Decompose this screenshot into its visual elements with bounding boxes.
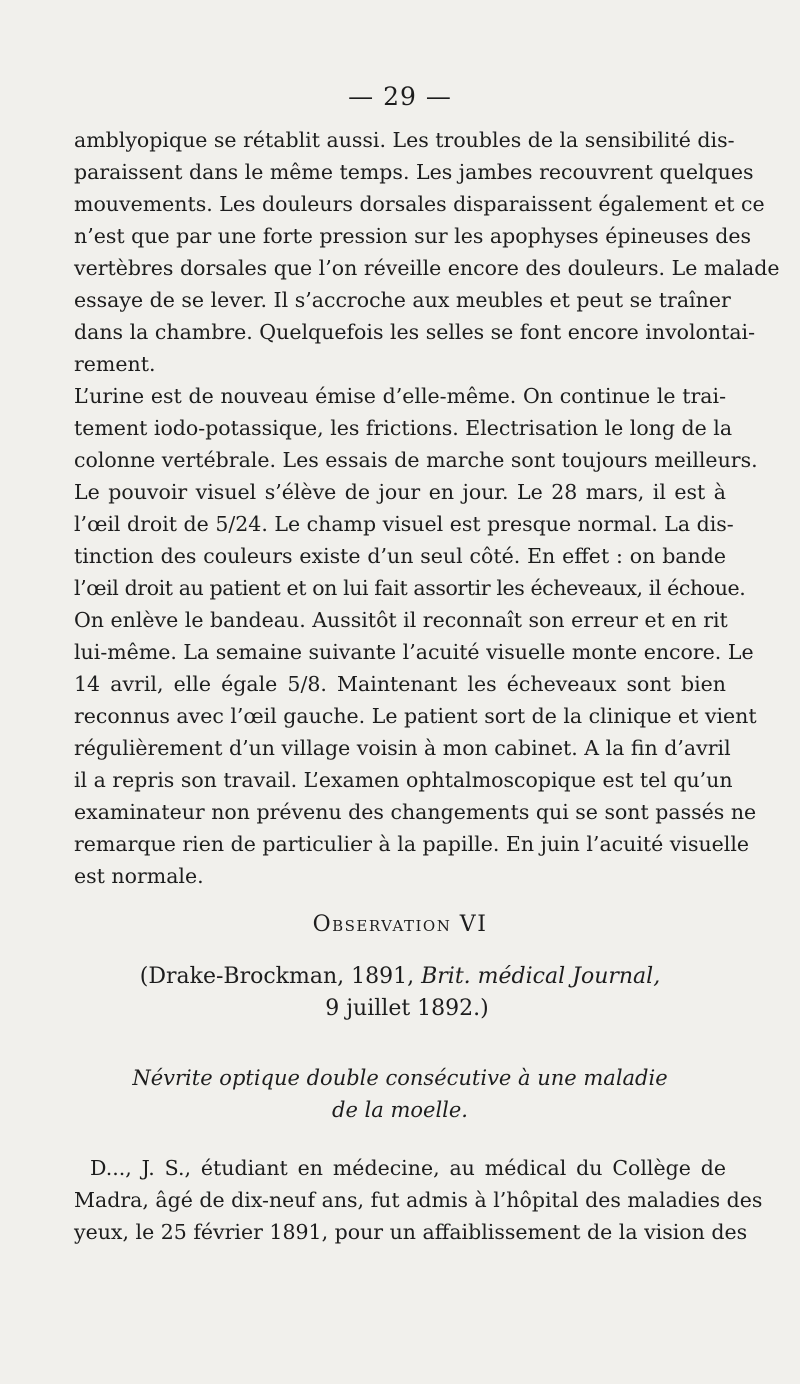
observation-heading: Observation VI [312,912,488,937]
text-line: reconnus avec l’œil gauche. Le patient sort de la clinique et vient [74,704,757,728]
text-line: Madra, âgé de dix-neuf ans, fut admis à l’hôpital des maladies des [74,1188,763,1212]
text-line: tinction des couleurs existe d’un seul côté. En effet : on bande [74,544,726,568]
text-line: dans la chambre. Quelquefois les selles se font encore involontai- [74,320,756,344]
text-line: l’œil droit au patient et on lui fait assortir les écheveaux, il échoue. [74,576,746,600]
text-line: remarque rien de particulier à la papille. En juin l’acuité visuelle [74,832,750,856]
text-line: vertèbres dorsales que l’on réveille encore des douleurs. Le malade [74,256,780,280]
observation-title: Névrite optique double consécutive à une maladie [132,1066,668,1090]
text-line: lui-même. La semaine suivante l’acuité visuelle monte encore. Le [74,640,754,664]
text-line: D..., J. S., étudiant en médecine, au médical du Collège de [90,1156,726,1180]
text-line: 14 avril, elle égale 5/8. Maintenant les écheveaux sont bien [74,672,726,696]
text-line: l’œil droit de 5/24. Le champ visuel est presque normal. La dis- [74,512,734,536]
page-number: — 29 — [348,82,452,111]
text-line: est normale. [74,864,204,888]
text-line: paraissent dans le même temps. Les jambes recouvrent quelques [74,160,754,184]
text-line: yeux, le 25 février 1891, pour un affaiblissement de la vision des [74,1220,748,1244]
text-line: essaye de se lever. Il s’accroche aux meubles et peut se traîner [74,288,731,312]
source-journal: Brit. médical Journal, [421,964,661,989]
text-line: mouvements. Les douleurs dorsales disparaissent également et ce [74,192,765,216]
text-line: On enlève le bandeau. Aussitôt il reconnaît son erreur et en rit [74,608,728,632]
text-line: tement iodo-potassique, les frictions. Electrisation le long de la [74,416,733,440]
text-line: rement. [74,352,156,376]
text-line: régulièrement d’un village voisin à mon cabinet. A la fin d’avril [74,736,731,760]
text-line: n’est que par une forte pression sur les apophyses épineuses des [74,224,752,248]
source-date: 9 juillet 1892.) [325,996,489,1021]
source-author: (Drake-Brockman, 1891, [139,964,422,989]
text-line: il a repris son travail. L’examen ophtalmoscopique est tel qu’un [74,768,733,792]
text-line: amblyopique se rétablit aussi. Les troubles de la sensibilité dis- [74,128,735,152]
text-line: Le pouvoir visuel s’élève de jour en jour. Le 28 mars, il est à [74,480,726,504]
observation-title-cont: de la moelle. [332,1098,468,1122]
text-line: examinateur non prévenu des changements qui se sont passés ne [74,800,757,824]
text-line: colonne vertébrale. Les essais de marche sont toujours meilleurs. [74,448,758,472]
text-line: L’urine est de nouveau émise d’elle-même. On continue le trai- [74,384,726,408]
observation-source [0,964,800,989]
